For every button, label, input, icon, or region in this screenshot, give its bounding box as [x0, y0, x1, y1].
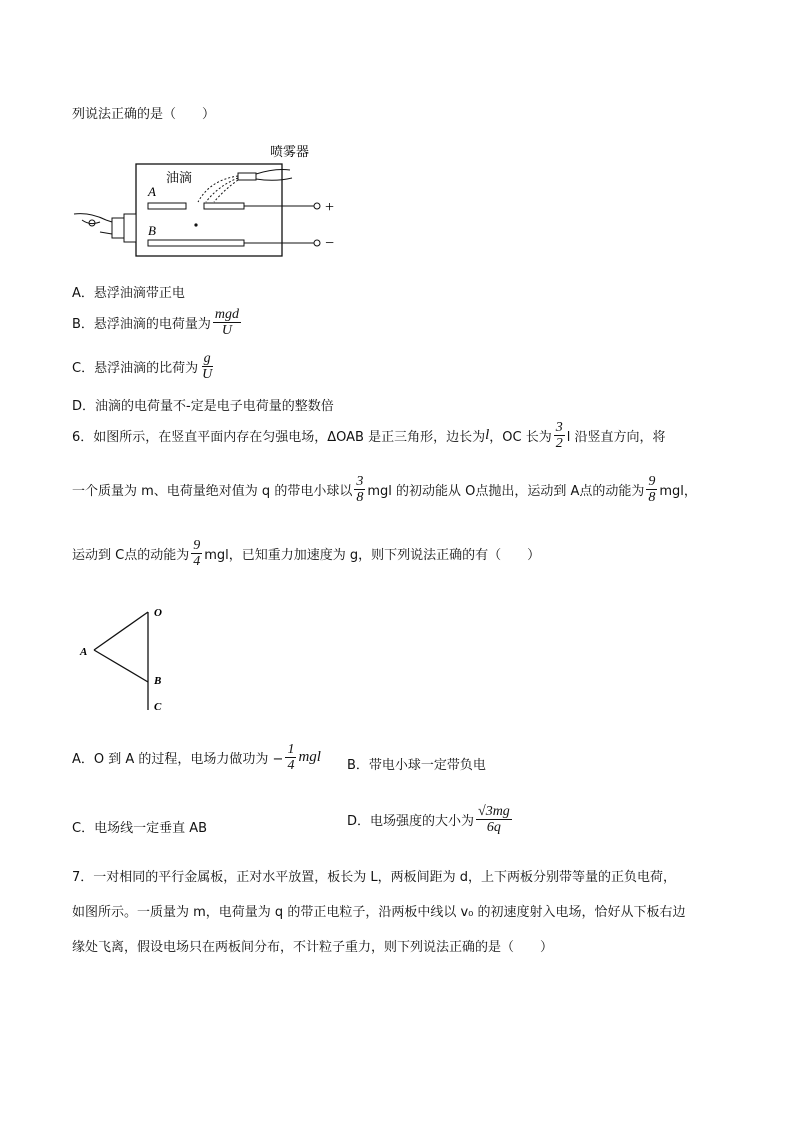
q5-stem: 列说法正确的是（ ）	[72, 107, 216, 122]
q6-option-a: A．O 到 A 的过程，电场力做功为 − $\frac{1}{4}$ mgl	[72, 742, 321, 773]
plate-b-label: B	[148, 223, 156, 238]
q7-line-1: 7．一对相同的平行金属板，正对水平放置，板长为 L，两板间距为 d，上下两板分别带等量的正负电荷，	[72, 870, 677, 885]
q7-line-2: 如图所示。一质量为 m，电荷量为 q 的带正电粒子，沿两板中线以 v₀ 的初速度射入电场，恰好从下板右边	[72, 905, 686, 920]
q5-option-b	[72, 307, 243, 338]
q5-option-c	[72, 351, 216, 382]
q6-line-1: 6．如图所示，在竖直平面内存在匀强电场，ΔOAB 是正三角形，边长为 l ，OC 长为 $\frac{3}{2}$ l 沿竖直方向，将	[72, 420, 666, 451]
microscope	[112, 218, 124, 238]
q7-line-3: 缘处飞离，假设电场只在两板间分布，不计粒子重力，则下列说法正确的是（ ）	[72, 940, 554, 955]
plate-b	[148, 240, 244, 246]
q5-option-d: D．油滴的电荷量不-定是电子电荷量的整数倍	[72, 399, 334, 414]
side-oa	[94, 612, 148, 650]
label-b: B	[154, 675, 162, 687]
q6-line-2: 一个质量为 m、电荷量绝对值为 q 的带电小球以 $\frac{3}{8}$ mgl 的初动能从 O点抛出，运动到 A点的动能为 $\frac{9}{8}$ mgl，	[72, 474, 697, 505]
side-ab	[94, 650, 148, 682]
label-a: A	[80, 646, 88, 658]
oil-droplet	[194, 223, 197, 226]
minus-sign: −	[325, 235, 335, 252]
plate-a-label: A	[148, 184, 156, 199]
q5-option-c-text: C．悬浮油滴的比荷为	[72, 361, 199, 376]
label-o: O	[154, 607, 162, 619]
plus-sign: +	[325, 199, 335, 216]
millikan-figure	[70, 138, 360, 264]
terminal-minus	[314, 240, 320, 246]
q5-option-c-fraction: $\frac{g}{U}$	[202, 351, 213, 382]
q5-option-b-text: B．悬浮油滴的电荷量为	[72, 317, 211, 332]
plate-a-left	[148, 203, 186, 209]
plate-a-right	[204, 203, 244, 209]
q6-option-b: B．带电小球一定带负电	[347, 758, 486, 773]
q5-option-a: A．悬浮油滴带正电	[72, 286, 185, 301]
q6-line-3: 运动到 C点的动能为 $\frac{9}{4}$ mgl，已知重力加速度为 g，则下列说法正确的有（ ）	[72, 538, 541, 569]
q5-option-b-fraction: $\frac{\text{mgd}}{U}$	[214, 307, 240, 338]
label-c: C	[154, 701, 162, 713]
eye-icon	[74, 214, 106, 220]
sprayer-label: 喷雾器	[270, 144, 310, 159]
sprayer-nozzle	[238, 173, 256, 180]
droplet-label: 油滴	[166, 170, 193, 185]
q6-option-d: D．电场强度的大小为 $\frac{√3mg}{6q}$	[347, 804, 510, 835]
triangle-figure	[76, 600, 186, 715]
q6-option-c: C．电场线一定垂直 AB	[72, 821, 208, 836]
terminal-plus	[314, 203, 320, 209]
